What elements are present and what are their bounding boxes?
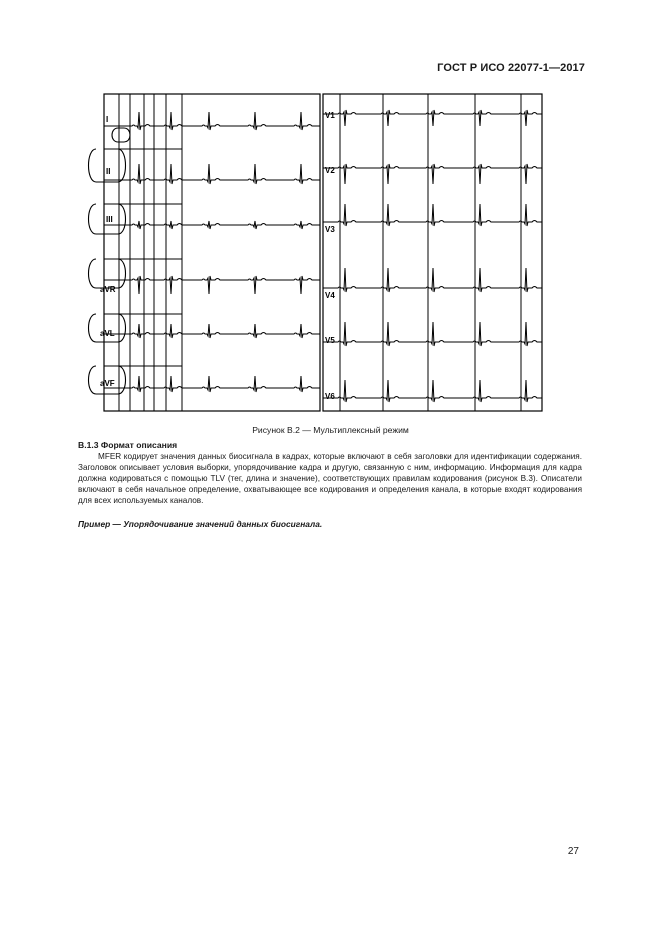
left-panel-grid <box>119 94 182 411</box>
section-b-1-3 <box>78 440 582 506</box>
ecg-trace-left-5 <box>104 376 320 392</box>
example-line: Пример — Упорядочивание значений данных биосигнала. <box>78 519 323 529</box>
ecg-trace-right-2 <box>323 204 542 226</box>
ecg-trace-right-1 <box>323 164 542 184</box>
lead-label-II: II <box>106 167 111 176</box>
figure-caption: Рисунок В.2 — Мультиплексный режим <box>252 425 409 435</box>
lead-label-V4: V4 <box>325 291 335 300</box>
ecg-trace-right-5 <box>323 380 542 402</box>
left-panel-frame <box>104 94 320 411</box>
ecg-trace-left-1 <box>104 164 320 184</box>
lead-label-V1: V1 <box>325 111 335 120</box>
section-heading: В.1.3 Формат описания <box>78 440 178 450</box>
lead-label-aVR: aVR <box>100 285 116 294</box>
lead-label-I: I <box>106 115 109 124</box>
lead-label-III: III <box>106 215 113 224</box>
ecg-multiplex-diagram <box>78 92 550 414</box>
ecg-trace-left-0 <box>104 112 320 130</box>
ecg-trace-right-3 <box>323 268 542 292</box>
ecg-trace-left-4 <box>104 324 320 338</box>
lead-label-V6: V6 <box>325 392 335 401</box>
lead-label-V3: V3 <box>325 225 335 234</box>
document-header: ГОСТ Р ИСО 22077-1—2017 <box>437 62 585 74</box>
lead-label-aVL: aVL <box>100 329 115 338</box>
ecg-trace-right-4 <box>323 322 542 346</box>
ecg-multiplex-figure <box>78 92 550 414</box>
right-panel-frame <box>323 94 542 411</box>
ecg-trace-left-3 <box>104 276 320 294</box>
right-panel-grid <box>340 94 521 411</box>
lead-label-V2: V2 <box>325 166 335 175</box>
ecg-trace-left-2 <box>104 221 320 229</box>
page-number: 27 <box>567 846 579 857</box>
lead-label-V5: V5 <box>325 336 335 345</box>
ecg-trace-right-0 <box>323 110 542 126</box>
section-paragraph: MFER кодирует значения данных биосигнала в кадрах, которые включают в себя заголовки для идентификации содержания. Заголовок описывает условия выборки, упорядочивание кадра и другую, связанную с ним, информацию. Информация для кадра должна кодироваться с помощью TLV (тег, длина и значение), соответствующих правилам кодирования (рисунок В.3). Описатели включают в себя начальное определение, охватывающее все кодирования и определения канала, в которые входят кодирования для всех используемых каналов. <box>78 452 582 506</box>
lead-label-aVF: aVF <box>100 379 115 388</box>
